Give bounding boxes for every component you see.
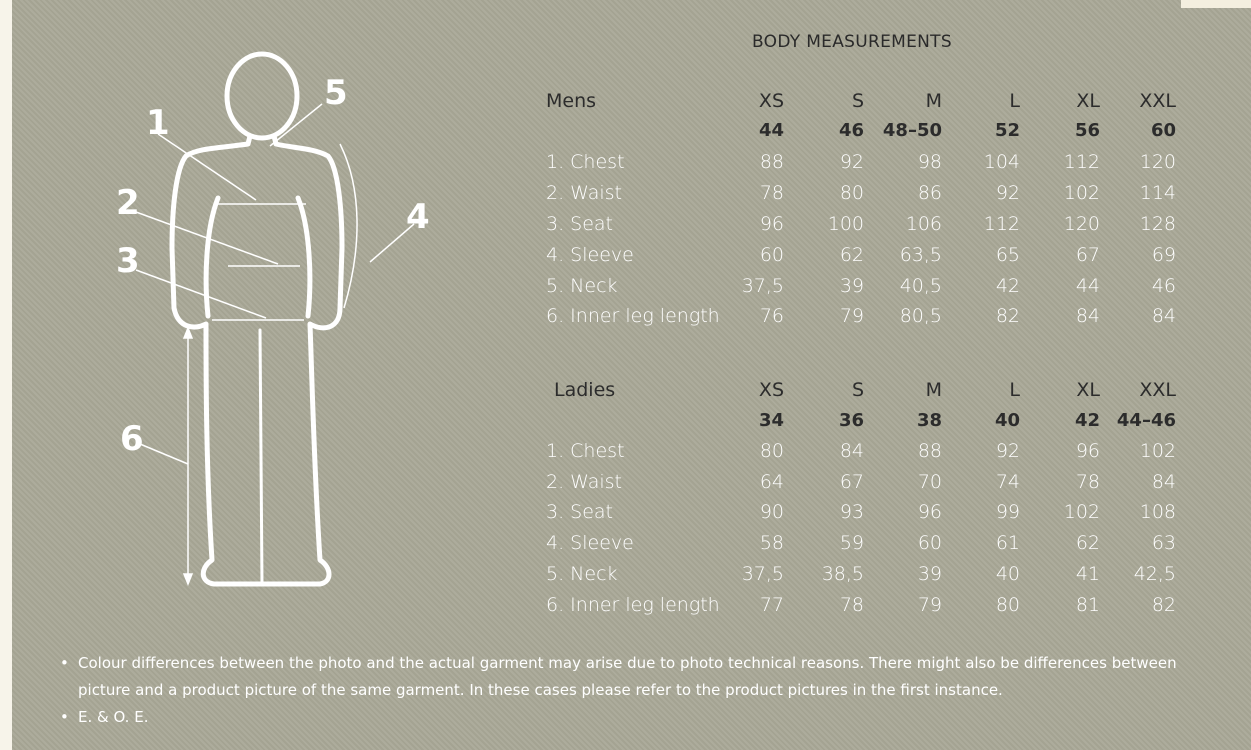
table-cell: 78	[759, 182, 784, 204]
marker-4: 4	[406, 197, 430, 237]
ladies-heading: Ladies	[554, 379, 616, 401]
bullet-icon: •	[60, 708, 69, 726]
table-cell: 80	[839, 182, 864, 204]
table-cell: 99	[995, 501, 1020, 523]
table-cell: 64	[759, 471, 784, 493]
table-cell: 84	[1151, 471, 1176, 493]
table-cell: 44	[1075, 275, 1100, 297]
table-cell: 40	[995, 563, 1020, 585]
ladies-number-l: 40	[994, 410, 1020, 431]
table-cell: 67	[839, 471, 864, 493]
mens-row-label: 5. Neck	[546, 275, 618, 297]
table-cell: 96	[759, 213, 784, 235]
table-cell: 112	[983, 213, 1020, 235]
figure-right-arm-inner	[298, 198, 310, 316]
footnote-1-text: Colour differences between the photo and the actual garment may arise due to photo technical reasons. There might also be differences between	[78, 654, 1177, 672]
table-cell: 102	[1063, 501, 1100, 523]
table-cell: 58	[759, 532, 784, 554]
table-cell: 39	[839, 275, 864, 297]
table-cell: 46	[1151, 275, 1176, 297]
table-cell: 60	[759, 244, 784, 266]
table-cell: 62	[839, 244, 864, 266]
table-cell: 60	[917, 532, 942, 554]
ladies-row-label: 2. Waist	[546, 471, 623, 493]
ladies-number-s: 36	[838, 410, 864, 431]
table-cell: 76	[759, 305, 784, 327]
table-cell: 63,5	[899, 244, 942, 266]
footnote-2	[60, 704, 1251, 731]
mens-row-label: 4. Sleeve	[546, 244, 634, 266]
table-cell: 102	[1063, 182, 1100, 204]
table-cell: 39	[917, 563, 942, 585]
table-cell: 82	[995, 305, 1020, 327]
footnote-1	[60, 650, 1251, 677]
table-cell: 88	[759, 151, 784, 173]
mens-size-xxl: XXL	[1139, 90, 1176, 112]
table-cell: 37,5	[741, 275, 784, 297]
mens-number-xxl: 60	[1150, 120, 1176, 141]
table-cell: 86	[917, 182, 942, 204]
table-cell: 120	[1063, 213, 1100, 235]
left-paper-edge	[0, 0, 12, 750]
marker-6: 6	[120, 419, 144, 459]
footnotes	[60, 650, 1251, 731]
ladies-number-xs: 34	[758, 410, 784, 431]
table-cell: 102	[1139, 440, 1176, 462]
table-cell: 104	[983, 151, 1020, 173]
table-cell: 74	[995, 471, 1020, 493]
ladies-number-m: 38	[916, 410, 942, 431]
table-cell: 114	[1139, 182, 1176, 204]
marker-3: 3	[116, 241, 140, 281]
marker-5: 5	[324, 73, 348, 113]
table-cell: 98	[917, 151, 942, 173]
inner-leg-arrow-bottom	[184, 574, 192, 584]
mens-size-l: L	[1009, 90, 1020, 112]
table-cell: 84	[1151, 305, 1176, 327]
table-cell: 38,5	[821, 563, 864, 585]
figure-head	[227, 54, 297, 138]
table-cell: 92	[839, 151, 864, 173]
ladies-number-xl: 42	[1074, 410, 1100, 431]
ladies-size-xs: XS	[758, 379, 784, 401]
mens-heading: Mens	[546, 90, 597, 112]
table-cell: 59	[839, 532, 864, 554]
body-figure-diagram	[100, 48, 440, 608]
ladies-size-l: L	[1009, 379, 1020, 401]
mens-number-l: 52	[994, 120, 1020, 141]
table-cell: 78	[839, 594, 864, 616]
table-cell: 79	[839, 305, 864, 327]
mens-size-xs: XS	[758, 90, 784, 112]
mens-number-m: 48–50	[882, 120, 942, 141]
mens-row-label: 6. Inner leg length	[546, 305, 720, 327]
table-cell: 65	[995, 244, 1020, 266]
ladies-size-s: S	[851, 379, 864, 401]
table-cell: 40,5	[899, 275, 942, 297]
mens-row-label: 2. Waist	[546, 182, 623, 204]
bullet-icon: •	[60, 654, 69, 672]
table-cell: 100	[827, 213, 864, 235]
ladies-size-xxl: XXL	[1139, 379, 1176, 401]
inner-leg-arrow-top	[184, 328, 192, 338]
table-cell: 42	[995, 275, 1020, 297]
marker-6-leader	[140, 444, 188, 464]
table-cell: 82	[1151, 594, 1176, 616]
figure-body-outline	[172, 136, 342, 584]
mens-size-s: S	[851, 90, 864, 112]
ladies-size-m: M	[925, 379, 942, 401]
table-cell: 37,5	[741, 563, 784, 585]
table-cell: 88	[917, 440, 942, 462]
table-cell: 67	[1075, 244, 1100, 266]
mens-row-label: 3. Seat	[546, 213, 614, 235]
table-cell: 79	[917, 594, 942, 616]
table-cell: 63	[1151, 532, 1176, 554]
mens-number-xs: 44	[758, 120, 784, 141]
table-cell: 93	[839, 501, 864, 523]
footnote-1-continued: picture and a product picture of the same garment. In these cases please refer to the product pictures in the first instance.	[78, 681, 1003, 699]
ladies-row-label: 3. Seat	[546, 501, 614, 523]
ladies-row-label: 4. Sleeve	[546, 532, 634, 554]
table-cell: 106	[905, 213, 942, 235]
ladies-row-label: 6. Inner leg length	[546, 594, 720, 616]
table-cell: 84	[1075, 305, 1100, 327]
table-cell: 92	[995, 182, 1020, 204]
table-cell: 62	[1075, 532, 1100, 554]
marker-1: 1	[146, 103, 170, 143]
table-cell: 70	[917, 471, 942, 493]
mens-size-xl: XL	[1076, 90, 1100, 112]
marker-3-leader	[136, 270, 266, 318]
table-cell: 120	[1139, 151, 1176, 173]
table-cell: 81	[1075, 594, 1100, 616]
figure-leg-split	[260, 330, 262, 584]
mens-row-label: 1. Chest	[546, 151, 625, 173]
table-cell: 80	[759, 440, 784, 462]
table-cell: 42,5	[1133, 563, 1176, 585]
table-cell: 78	[1075, 471, 1100, 493]
table-cell: 69	[1151, 244, 1176, 266]
table-cell: 84	[839, 440, 864, 462]
mens-number-s: 46	[838, 120, 864, 141]
mens-number-xl: 56	[1074, 120, 1100, 141]
ladies-row-label: 1. Chest	[546, 440, 625, 462]
ladies-number-xxl: 44–46	[1116, 410, 1176, 431]
table-cell: 92	[995, 440, 1020, 462]
table-cell: 112	[1063, 151, 1100, 173]
table-cell: 80,5	[899, 305, 942, 327]
table-cell: 96	[1075, 440, 1100, 462]
marker-2: 2	[116, 183, 140, 223]
ladies-row-label: 5. Neck	[546, 563, 618, 585]
table-cell: 90	[759, 501, 784, 523]
page-title: BODY MEASUREMENTS	[752, 32, 952, 52]
table-cell: 128	[1139, 213, 1176, 235]
table-cell: 108	[1139, 501, 1176, 523]
table-cell: 61	[995, 532, 1020, 554]
top-right-paper-edge	[1181, 0, 1251, 8]
table-cell: 96	[917, 501, 942, 523]
footnote-2-text: E. & O. E.	[78, 708, 149, 726]
ladies-size-xl: XL	[1076, 379, 1100, 401]
table-cell: 80	[995, 594, 1020, 616]
table-cell: 77	[759, 594, 784, 616]
table-cell: 41	[1075, 563, 1100, 585]
mens-size-m: M	[925, 90, 942, 112]
